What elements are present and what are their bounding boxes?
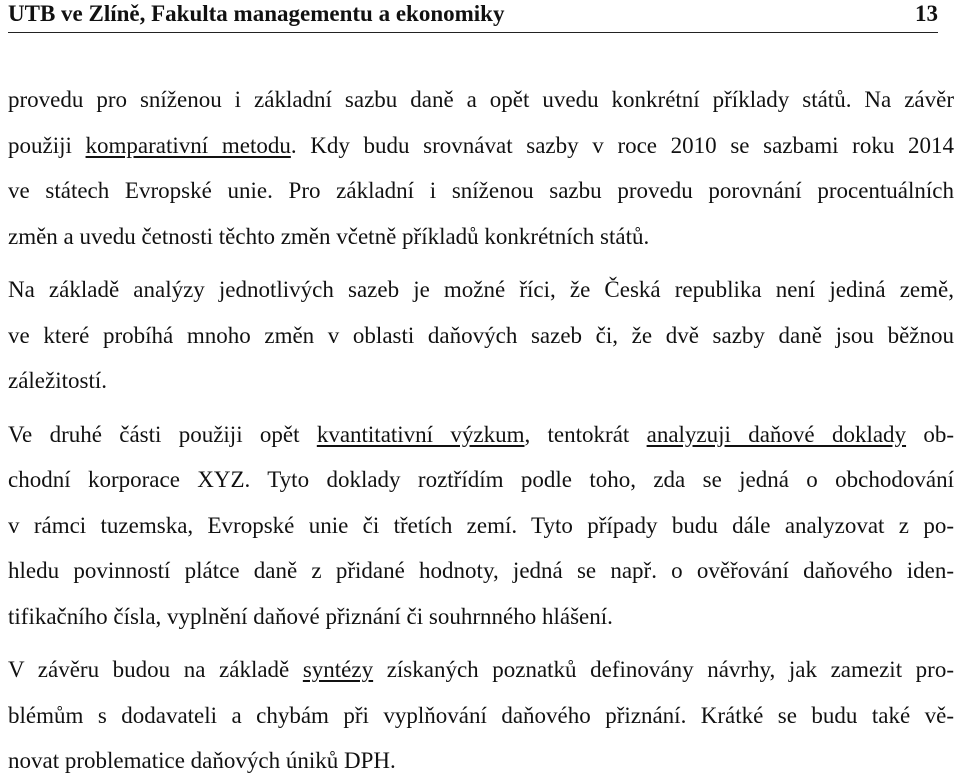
text-line: novat problematice daňových úniků DPH. xyxy=(8,748,396,773)
term-link: kvantitativní výzkum xyxy=(316,421,525,447)
header-title: UTB ve Zlíně, Fakulta managementu a ekonomiky xyxy=(8,1,505,26)
paragraph-2 xyxy=(8,267,954,404)
text-span: V závěru budou na základě xyxy=(8,657,303,682)
text-line: provedu pro sníženou i základní sazbu daně a opět uvedu konkrétní příklady států. Na závěr xyxy=(8,87,954,112)
text-line: v rámci tuzemska, Evropské unie či třetích zemí. Tyto případy budu dále analyzovat z po- xyxy=(8,512,954,538)
text-line: blémům s dodavateli a chybám při vyplňování daňového přiznání. Krátké se budu také vě- xyxy=(8,702,954,728)
text-line xyxy=(8,647,954,693)
text-span: ob- xyxy=(906,421,955,447)
page-header xyxy=(8,0,938,33)
text-span: získaných poznatků definovány návrhy, jak zamezit pro- xyxy=(373,657,954,682)
paragraph-3 xyxy=(8,412,954,640)
text-line: změn a uvedu četnosti těchto změn včetně příkladů konkrétních států. xyxy=(8,223,650,249)
text-line: ve které probíhá mnoho změn v oblasti daňových sazeb či, že dvě sazby daně jsou běžnou xyxy=(8,322,954,348)
paragraph-1 xyxy=(8,77,954,259)
text-line: hledu povinností plátce daně z přidané hodnoty, jedná se např. o ověřování daňového iden- xyxy=(8,558,954,583)
document-body xyxy=(8,77,954,784)
text-line xyxy=(8,123,954,169)
text-line: Na základě analýzy jednotlivých sazeb je možné říci, že Česká republika není jediná země, xyxy=(8,277,954,302)
text-line: tifikačního čísla, vyplnění daňové přiznání či souhrnného hlášení. xyxy=(8,603,613,629)
paragraph-4 xyxy=(8,647,954,784)
term-link: komparativní metodu xyxy=(85,132,291,158)
text-line: záležitostí. xyxy=(8,368,107,393)
text-span: , tentokrát xyxy=(524,421,647,447)
text-span: použiji xyxy=(8,132,86,158)
text-line xyxy=(8,412,954,458)
page-number: 13 xyxy=(915,1,938,26)
term-link: analyzuji daňové doklady xyxy=(646,421,907,447)
text-line: ve státech Evropské unie. Pro základní i sníženou sazbu provedu porovnání procentuálních xyxy=(8,178,954,203)
text-line: chodní korporace XYZ. Tyto doklady roztřídím podle toho, zda se jedná o obchodování xyxy=(8,467,954,492)
text-span: Ve druhé části použiji opět xyxy=(8,421,317,447)
term-link: syntézy xyxy=(302,657,374,682)
text-span: . Kdy budu srovnávat sazby v roce 2010 se sazbami roku 2014 xyxy=(290,132,954,158)
